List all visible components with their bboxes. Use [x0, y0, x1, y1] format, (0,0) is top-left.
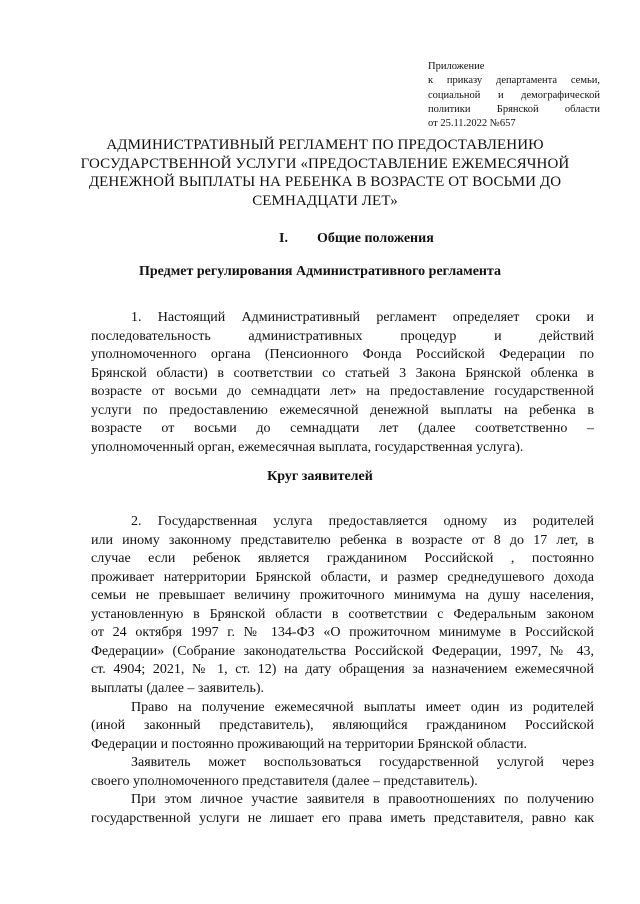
paragraph-line: своего уполномоченного представителя (далее – представитель). — [91, 773, 478, 789]
subheading-applicants: Круг заявителей — [267, 469, 373, 484]
paragraph-line: проживает натерритории Брянской области, и размер среднедушевого дохода — [91, 569, 594, 585]
approval-line: к приказу департамента семьи, — [428, 75, 600, 87]
paragraph-line: ст. 4904; 2021, № 1, ст. 12) на дату обращения за назначением ежемесячной — [91, 662, 594, 678]
subheading-subject: Предмет регулирования Административного регламента — [138, 264, 502, 279]
approval-stamp — [428, 60, 600, 131]
paragraph-line: Брянской области) в соответствии со статьей 3 Закона Брянской обленка в — [91, 365, 594, 381]
paragraph-line: При этом личное участие заявителя в правоотношениях по получению — [131, 792, 594, 807]
paragraph-line: выплаты (далее – заявитель). — [91, 680, 265, 696]
section-number: I. — [279, 231, 288, 246]
paragraph-5 — [91, 791, 594, 828]
paragraph-line: государственной услуги не лишает его права иметь представителя, равно как — [91, 810, 594, 826]
title-line: ДЕНЕЖНОЙ ВЫПЛАТЫ НА РЕБЕНКА В ВОЗРАСТЕ ОТ ВОСЬМИ ДО — [88, 174, 562, 191]
paragraph-line: Заявитель может воспользоваться государственной услугой через — [131, 755, 594, 770]
paragraph-line: или иному законному представителю ребенка в возрасте от 8 до 17 лет, в — [91, 532, 594, 548]
paragraph-line: от 24 октября 1997 г. № 134-ФЗ «О прожиточном минимуме в Российской — [91, 625, 594, 641]
paragraph-2 — [91, 513, 594, 698]
section-heading — [279, 231, 434, 247]
title-line: СЕМНАДЦАТИ ЛЕТ» — [252, 192, 398, 209]
paragraph-line: 2. Государственная услуга предоставляется одному из родителей — [131, 514, 594, 529]
paragraph-line: услуги по предоставлению ежемесячной денежной выплаты на ребенка в — [91, 402, 594, 418]
paragraph-line: семьи не превышает величину прожиточного минимума на душу населения, — [91, 588, 594, 604]
approval-line: от 25.11.2022 №657 — [428, 118, 516, 130]
paragraph-line: случае если ребенок является гражданином Российской , постоянно — [91, 551, 594, 567]
approval-line: социальной и демографической — [428, 89, 600, 101]
section-title: Общие положения — [317, 231, 434, 246]
paragraph-line: Право на получение ежемесячной выплаты имеет один из родителей — [131, 699, 594, 715]
paragraph-4 — [91, 754, 594, 791]
paragraph-line: (иной законный представитель), являющийся гражданином Российской — [91, 718, 594, 734]
document-title — [60, 136, 590, 210]
paragraph-line: Федерации» (Собрание законодательства Российской Федерации, 1997, № 43, — [91, 643, 594, 659]
paragraph-line: 1. Настоящий Административный регламент определяет сроки и — [131, 310, 594, 325]
paragraph-line: установленную в Брянской области в соответствии с Федеральным законом — [91, 606, 594, 622]
title-line: АДМИНИСТРАТИВНЫЙ РЕГЛАМЕНТ ПО ПРЕДОСТАВЛЕНИЮ — [106, 137, 544, 153]
approval-line: Приложение — [428, 61, 485, 72]
paragraph-line: Федерации и постоянно проживающий на территории Брянской области. — [91, 736, 527, 752]
title-line: ГОСУДАРСТВЕННОЙ УСЛУГИ «ПРЕДОСТАВЛЕНИЕ ЕЖЕМЕСЯЧНОЙ — [80, 155, 570, 172]
paragraph-line: последовательность административных процедур и действий — [91, 328, 594, 344]
paragraph-line: уполномоченный орган, ежемесячная выплата, государственная услуга). — [91, 439, 524, 455]
paragraph-line: уполномоченного органа (Пенсионного Фонда Российской Федерации по — [91, 347, 594, 363]
paragraph-line: возрасте от восьми до семнадцати лет (далее соответственно – — [91, 421, 594, 437]
paragraph-1 — [91, 309, 594, 457]
paragraph-3 — [91, 699, 594, 755]
approval-line: политики Брянской области — [428, 103, 600, 115]
paragraph-line: возрасте от восьми до семнадцати лет» на предоставление государственной — [91, 384, 594, 400]
